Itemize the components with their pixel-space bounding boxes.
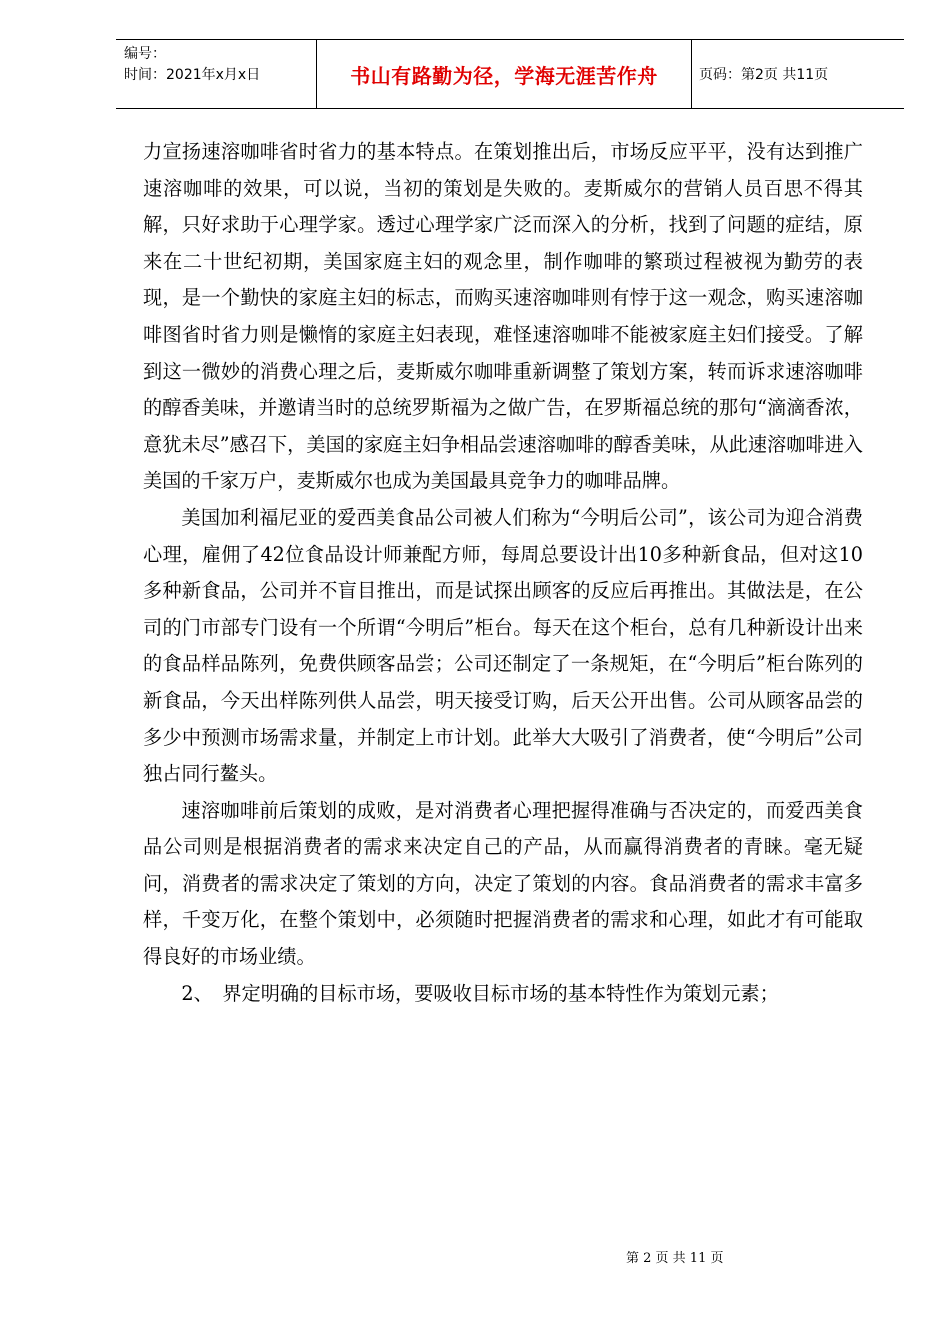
numbered-heading: 2、 界定明确的目标市场，要吸收目标市场的基本特性作为策划元素；	[181, 981, 779, 1005]
number-label: 编号：	[124, 46, 166, 62]
header-page-cell	[691, 40, 904, 108]
page-header	[116, 39, 904, 109]
header-meta	[116, 40, 316, 108]
footer-page-number: 第 2 页 共 11 页	[626, 1251, 724, 1266]
header-motto-cell	[316, 40, 692, 108]
page-indicator: 页码：第2页 共11页	[699, 67, 829, 83]
document-body	[143, 134, 863, 1012]
motto-text: 书山有路勤为径，学海无涯苦作舟	[350, 63, 658, 88]
time-label: 时间：2021年x月x日	[124, 67, 261, 83]
paragraph: 速溶咖啡前后策划的成败，是对消费者心理把握得准确与否决定的，而爱西美食品公司则是根据消费者的需求来决定自己的产品，从而赢得消费者的青睐。毫无疑问，消费者的需求决定了策划的方向，决定了策划的内容。食品消费者的需求丰富多样，千变万化，在整个策划中，必须随时把握消费者的需求和心理，如此才有可能取得良好的市场业绩。	[143, 798, 863, 969]
paragraph-continuation: 力宣扬速溶咖啡省时省力的基本特点。在策划推出后，市场反应平平，没有达到推广速溶咖啡的效果，可以说，当初的策划是失败的。麦斯威尔的营销人员百思不得其解，只好求助于心理学家。透过心理学家广泛而深入的分析，找到了问题的症结，原来在二十世纪初期，美国家庭主妇的观念里，制作咖啡的繁琐过程被视为勤劳的表现，是一个勤快的家庭主妇的标志，而购买速溶咖啡则有悖于这一观念，购买速溶咖啡图省时省力则是懒惰的家庭主妇表现，难怪速溶咖啡不能被家庭主妇们接受。了解到这一微妙的消费心理之后，麦斯威尔咖啡重新调整了策划方案，转而诉求速溶咖啡的醇香美味，并邀请当时的总统罗斯福为之做广告，在罗斯福总统的那句“滴滴香浓，意犹未尽”感召下，美国的家庭主妇争相品尝速溶咖啡的醇香美味，从此速溶咖啡进入美国的千家万户，麦斯威尔也成为美国最具竞争力的咖啡品牌。	[143, 140, 863, 493]
paragraph: 美国加利福尼亚的爱西美食品公司被人们称为“今明后公司”，该公司为迎合消费心理，雇佣了42位食品设计师兼配方师，每周总要设计出10多种新食品，但对这10多种新食品，公司并不盲目推出，而是试探出顾客的反应后再推出。其做法是，在公司的门市部专门设有一个所谓“今明后”柜台。每天在这个柜台，总有几种新设计出来的食品样品陈列，免费供顾客品尝；公司还制定了一条规矩，在“今明后”柜台陈列的新食品，今天出样陈列供人品尝，明天接受订购，后天公开出售。公司从顾客品尝的多少中预测市场需求量，并制定上市计划。此举大大吸引了消费者，使“今明后”公司独占同行鳌头。	[143, 505, 863, 786]
